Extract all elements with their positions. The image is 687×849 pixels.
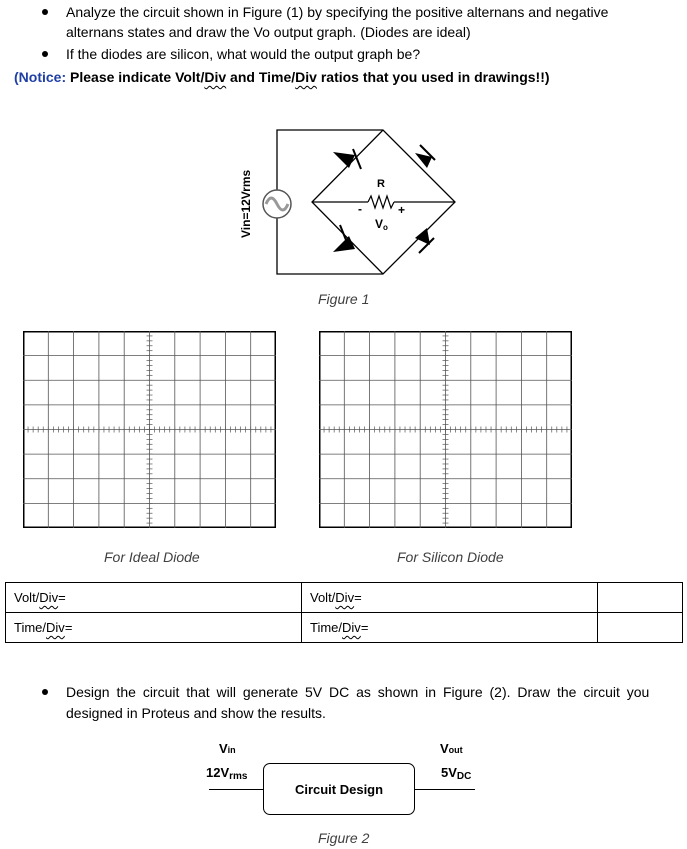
notice-text: Please indicate Volt/ — [66, 69, 205, 85]
ideal-diode-caption: For Ideal Diode — [104, 549, 200, 565]
resistor-label: R — [377, 178, 385, 190]
circuit-design-box: Circuit Design — [263, 763, 415, 815]
instruction-silicon: If the diodes are silicon, what would the output graph be? — [66, 46, 421, 62]
diode-icon — [333, 225, 355, 252]
output-wire — [415, 789, 475, 790]
figure2-caption: Figure 2 — [318, 830, 370, 846]
input-wire — [209, 789, 264, 790]
notice-div: Div — [295, 69, 317, 85]
notice-text: ratios that you used in drawings!!) — [316, 69, 550, 85]
bullet — [42, 9, 48, 15]
time-div-ideal-cell[interactable]: Time/Div= — [6, 613, 302, 643]
figure1-circuit — [230, 120, 470, 285]
scope-grid-silicon — [319, 331, 572, 528]
output-label: Vo — [375, 217, 388, 232]
vin-value: 12Vrms — [206, 765, 248, 782]
resistor-icon — [368, 196, 394, 208]
instruction-design-line1: Design the circuit that will generate 5V DC as shown in Figure (2). Draw the circuit you — [66, 684, 650, 700]
notice-open-paren: ( — [14, 69, 19, 85]
instruction-design-line2: designed in Proteus and show the results. — [66, 705, 326, 721]
ratio-table — [5, 582, 683, 643]
blank-cell[interactable] — [598, 583, 683, 613]
instruction-analyze-line1: Analyze the circuit shown in Figure (1) by specifying the positive alternans and negative — [66, 4, 609, 20]
volt-div-ideal-cell[interactable]: Volt/Div= — [6, 583, 302, 613]
scope-grid-ideal — [23, 331, 276, 528]
notice-div: Div — [204, 69, 227, 85]
table-row — [6, 583, 683, 613]
notice-line — [14, 67, 550, 87]
bullet — [42, 51, 48, 57]
source-label: Vin=12Vrms — [239, 169, 253, 238]
time-div-silicon-cell[interactable]: Time/Div= — [302, 613, 598, 643]
blank-cell[interactable] — [598, 613, 683, 643]
volt-div-silicon-cell[interactable]: Volt/Div= — [302, 583, 598, 613]
silicon-diode-caption: For Silicon Diode — [397, 549, 504, 565]
diode-icon — [333, 149, 361, 169]
vout-label: Vout — [440, 741, 463, 756]
output-minus: - — [358, 202, 362, 216]
vin-label: Vin — [219, 741, 236, 756]
instruction-analyze-line2: alternans states and draw the Vo output graph. (Diodes are ideal) — [66, 24, 471, 40]
figure1-caption: Figure 1 — [318, 291, 370, 307]
vout-value: 5VDC — [441, 765, 472, 782]
table-row — [6, 613, 683, 643]
notice-text: and Time/ — [226, 69, 296, 85]
diode-icon — [415, 228, 434, 253]
notice-keyword: Notice: — [18, 69, 67, 85]
bullet — [42, 689, 48, 695]
output-plus: + — [398, 203, 406, 217]
